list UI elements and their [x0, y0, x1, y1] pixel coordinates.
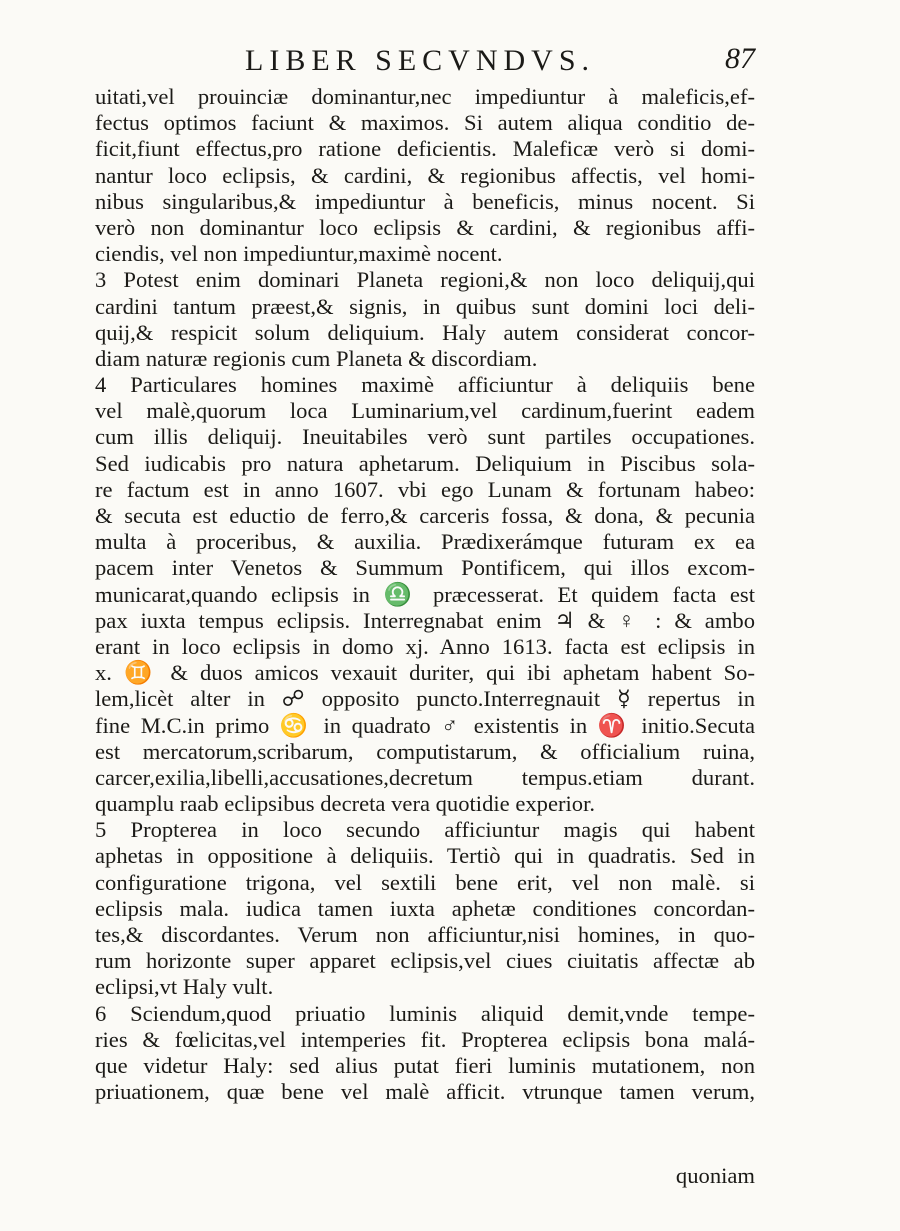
- text-line: cardini tantum præest,& signis, in quibus sunt domini loci deli-: [95, 293, 755, 319]
- text-line: verò non dominantur loco eclipsis & cardini, & regionibus affi-: [95, 214, 755, 240]
- text-line: municarat,quando eclipsis in ♎ præcesserat. Et quidem facta est: [95, 581, 755, 607]
- text-line: x. ♊ & duos amicos vexauit duriter, qui ibi aphetam habent So-: [95, 660, 755, 686]
- text-line: nibus singularibus,& impediuntur à beneficis, minus nocent. Si: [95, 188, 755, 214]
- text-line: cum illis deliquij. Ineuitabiles verò sunt partiles occupationes.: [95, 424, 755, 450]
- text-line: & secuta est eductio de ferro,& carceris fossa, & dona, & pecunia: [95, 503, 755, 528]
- text-line: carcer,exilia,libelli,accusationes,decretum tempus.etiam durant.: [95, 764, 755, 790]
- text-line: ciendis, vel non impediuntur,maximè nocent.: [95, 241, 503, 267]
- paragraph-4-start: 4 Particulares homines maximè afficiuntur à deliquiis bene: [95, 372, 755, 398]
- text-line: que videtur Haly: sed alius putat fieri luminis mutationem, non: [95, 1052, 755, 1078]
- text-line: rum horizonte super apparet eclipsis,vel ciues ciuitatis affectæ ab: [95, 948, 755, 974]
- text-line: multa à proceribus, & auxilia. Prædixerámque futuram ex ea: [95, 529, 755, 555]
- running-title: LIBER SECVNDVS.: [245, 44, 596, 77]
- text-line: nantur loco eclipsis, & cardini, & regionibus affectis, vel homi-: [95, 162, 755, 188]
- text-line: eclipsi,vt Haly vult.: [95, 974, 274, 1000]
- text-line: lem,licèt alter in ☍ opposito puncto.Interregnauit ☿ repertus in: [95, 686, 755, 712]
- text-line: erant in loco eclipsis in domo xj. Anno 1613. facta est eclipsis in: [95, 633, 755, 659]
- text-line: eclipsis mala. iudica tamen iuxta aphetæ conditiones concordan-: [95, 895, 755, 921]
- text-line: configuratione trigona, vel sextili bene erit, vel non malè. si: [95, 869, 755, 895]
- paragraph-3-start: 3 Potest enim dominari Planeta regioni,& non loco deliquij,qui: [95, 267, 755, 293]
- text-line: quij,& respicit solum deliquium. Haly autem considerat concor-: [95, 319, 755, 345]
- text-line: est mercatorum,scribarum, computistarum, & officialium ruina,: [95, 738, 755, 764]
- text-line: fine M.C.in primo ♋ in quadrato ♂ existentis in ♈ initio.Secuta: [95, 712, 755, 738]
- page-number: 87: [725, 42, 755, 75]
- text-line: diam naturæ regionis cum Planeta & discordiam.: [95, 345, 538, 371]
- text-line: vel malè,quorum loca Luminarium,vel cardinum,fuerint eadem: [95, 398, 755, 424]
- text-line: uitati,vel prouinciæ dominantur,nec impediuntur à maleficis,ef-: [95, 84, 755, 109]
- text-line: aphetas in oppositione à deliquiis. Tertiò qui in quadratis. Sed in: [95, 843, 755, 869]
- text-line: pax iuxta tempus eclipsis. Interregnabat enim ♃ & ♀ : & ambo: [95, 607, 755, 633]
- text-line: tes,& discordantes. Verum non afficiuntur,nisi homines, in quo-: [95, 922, 755, 947]
- text-line: ficit,fiunt effectus,pro ratione deficientis. Maleficæ verò si domi-: [95, 136, 755, 162]
- text-line: priuationem, quæ bene vel malè afficit. vtrunque tamen verum,: [95, 1079, 755, 1105]
- text-line: fectus optimos faciunt & maximos. Si autem aliqua conditio de-: [95, 110, 755, 136]
- paragraph-6-start: 6 Sciendum,quod priuatio luminis aliquid demit,vnde tempe-: [95, 1000, 755, 1026]
- catchword: quoniam: [675, 1163, 755, 1188]
- text-line: quamplu raab eclipsibus decreta vera quotidie experior.: [95, 791, 596, 817]
- text-line: Sed iudicabis pro natura aphetarum. Deliquium in Piscibus sola-: [95, 450, 755, 476]
- paragraph-5-start: 5 Propterea in loco secundo afficiuntur magis qui habent: [95, 817, 755, 843]
- text-line: pacem inter Venetos & Summum Pontificem, qui illos excom-: [95, 555, 755, 581]
- body-text: [95, 84, 755, 1105]
- text-line: re factum est in anno 1607. vbi ego Lunam & fortunam habeo:: [95, 476, 755, 502]
- page-header: [95, 44, 755, 84]
- text-line: ries & fœlicitas,vel intemperies fit. Propterea eclipsis bona malá-: [95, 1026, 755, 1052]
